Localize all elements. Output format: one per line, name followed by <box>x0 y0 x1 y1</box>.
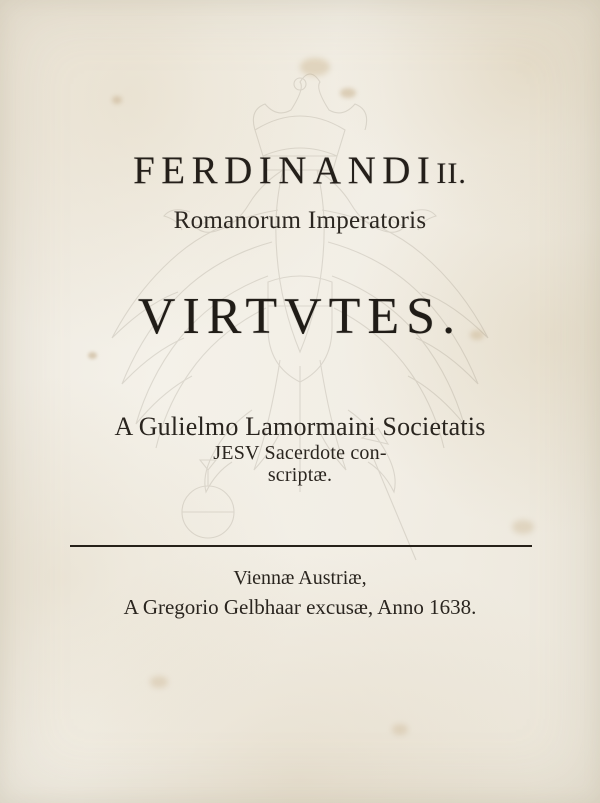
author-line-1: A Gulielmo Lamormaini Societatis <box>114 412 486 441</box>
title-numeral: II. <box>436 157 467 190</box>
horizontal-rule <box>70 545 532 547</box>
work-title: VIRTVTES. <box>137 288 463 345</box>
title-main-text: FERDINANDI <box>133 149 437 192</box>
subtitle: Romanorum Imperatoris <box>173 207 427 234</box>
imprint-publisher: A Gregorio Gelbhaar excusæ, Anno 1638. <box>123 595 477 619</box>
imprint-place: Viennæ Austriæ, <box>233 567 367 589</box>
author-line-3: scriptæ. <box>267 464 333 486</box>
author-line-2: JESV Sacerdote con- <box>213 442 387 464</box>
page-title <box>0 148 600 193</box>
